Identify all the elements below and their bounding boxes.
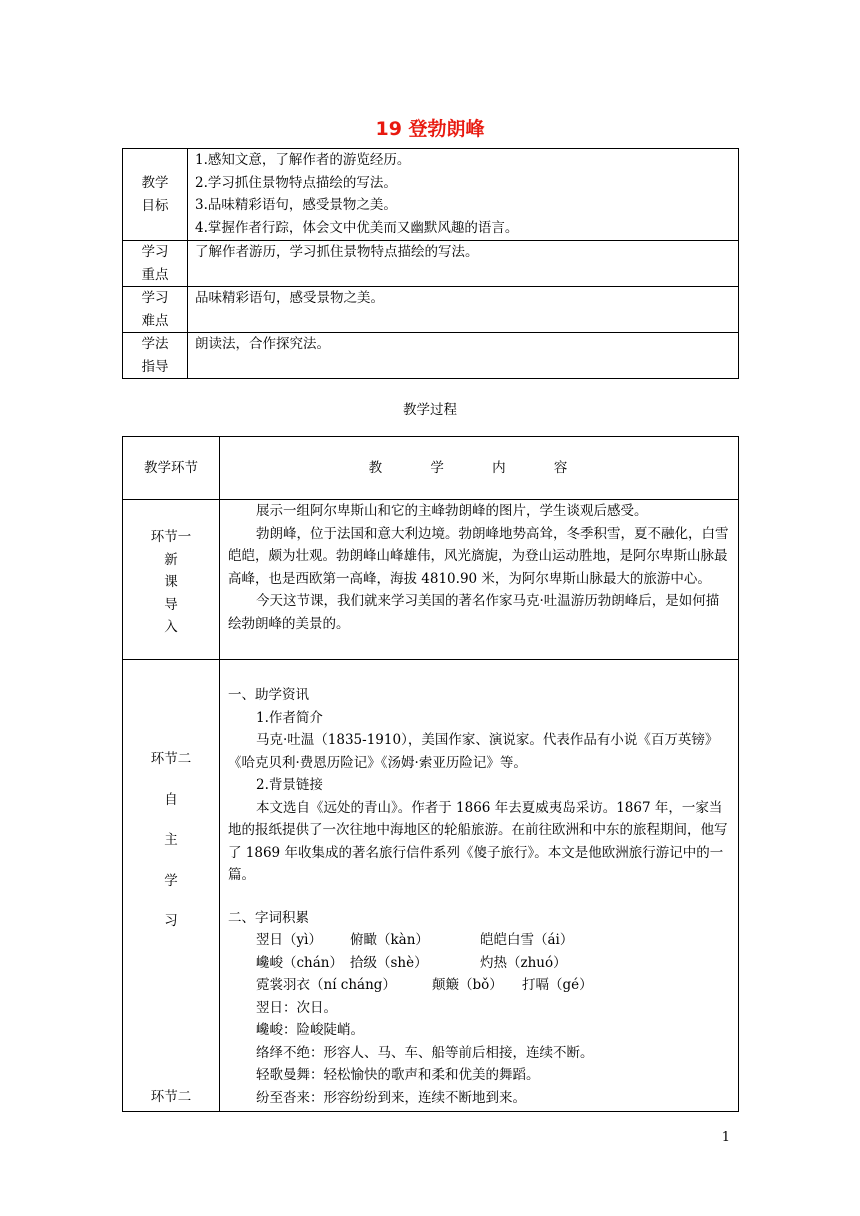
section1-content: 展示一组阿尔卑斯山和它的主峰勃朗峰的图片，学生谈观后感受。 勃朗峰，位于法国和意大利边境。勃朗峰地势高耸，冬季积雪，夏不融化，白雪皑皑，颇为壮观。勃朗峰山峰雄伟，风光旖旎，为登山运动胜地，是阿尔卑斯山脉最高峰，也是西欧第一高峰，海拔 4810.90 米，为阿尔卑斯山脉最大的旅游中心。 今天这节课，我们就来学习美国的著名作家马克·吐温游历勃朗峰后，是如何描绘勃朗峰的美景的。 [220,500,739,660]
word-row: 巉峻（chán） 拾级（shè） 灼热（zhuó） [256,954,567,971]
section1-label: 环节一 新 课 导 入 [123,500,220,660]
method-content: 朗读法，合作探究法。 [188,333,739,379]
word-row: 霓裳羽衣（ní cháng） 颠簸（bǒ） 打嗝（gé） [256,977,593,993]
section2-content: 一、助学资讯 1.作者简介 马克·吐温（1835-1910），美国作家、演说家。代表作品有小说《百万英镑》《哈克贝利·费恩历险记》《汤姆·索亚历险记》等。 2.背景链接 本文选自《远处的青山》。作者于 1866 年去夏威夷岛采访。1867 年，一家当地的报纸提供了一次往地中海地区的轮船旅游。在前往欧洲和中东的旅程期间，他写了 1869 年收集成的著名旅行信件系列《傻子旅行》。本文是他欧洲旅行游记中的一篇。 二、字词积累 翌日（yì） 俯瞰（kàn） 皑皑白雪（ái） 巉峻（chán） 拾级（shè） 灼热（zhuó） 霓裳羽衣（ní cháng） 颠簸（bǒ） 打嗝（gé） 翌日：次日。 巉峻：险峻陡峭。 络绎不绝：形容人、马、车、船等前后相接，连续不断。 轻歌曼舞：轻松愉快的歌声和柔和优美的舞蹈。 纷至沓来：形容纷纷到来，连续不断地到来。 [220,660,739,1112]
header-stage: 教学环节 [123,437,220,500]
label-keypoints: 学习 重点 [123,241,188,287]
keypoints-content: 了解作者游历，学习抓住景物特点描绘的写法。 [188,241,739,287]
word-row: 翌日（yì） 俯瞰（kàn） 皑皑白雪（ái） [256,932,574,948]
info-table [122,148,739,379]
label-objectives: 教学 目标 [123,149,188,241]
page-number: 1 [721,1130,730,1145]
objectives-content: 1.感知文意，了解作者的游览经历。 2.学习抓住景物特点描绘的写法。 3.品味精彩语句，感受景物之美。 4.掌握作者行踪，体会文中优美而又幽默风趣的语言。 [188,149,739,241]
label-method: 学法 指导 [123,333,188,379]
difficulties-content: 品味精彩语句，感受景物之美。 [188,287,739,333]
page-title: 19 登勃朗峰 [375,118,485,140]
label-difficulties: 学习 难点 [123,287,188,333]
header-content: 教 学 内 容 [220,437,739,500]
process-table [122,436,739,1112]
section2-label: 环节二 自 主 学 习 环节二 [123,660,220,1112]
process-title: 教学过程 [403,402,457,418]
